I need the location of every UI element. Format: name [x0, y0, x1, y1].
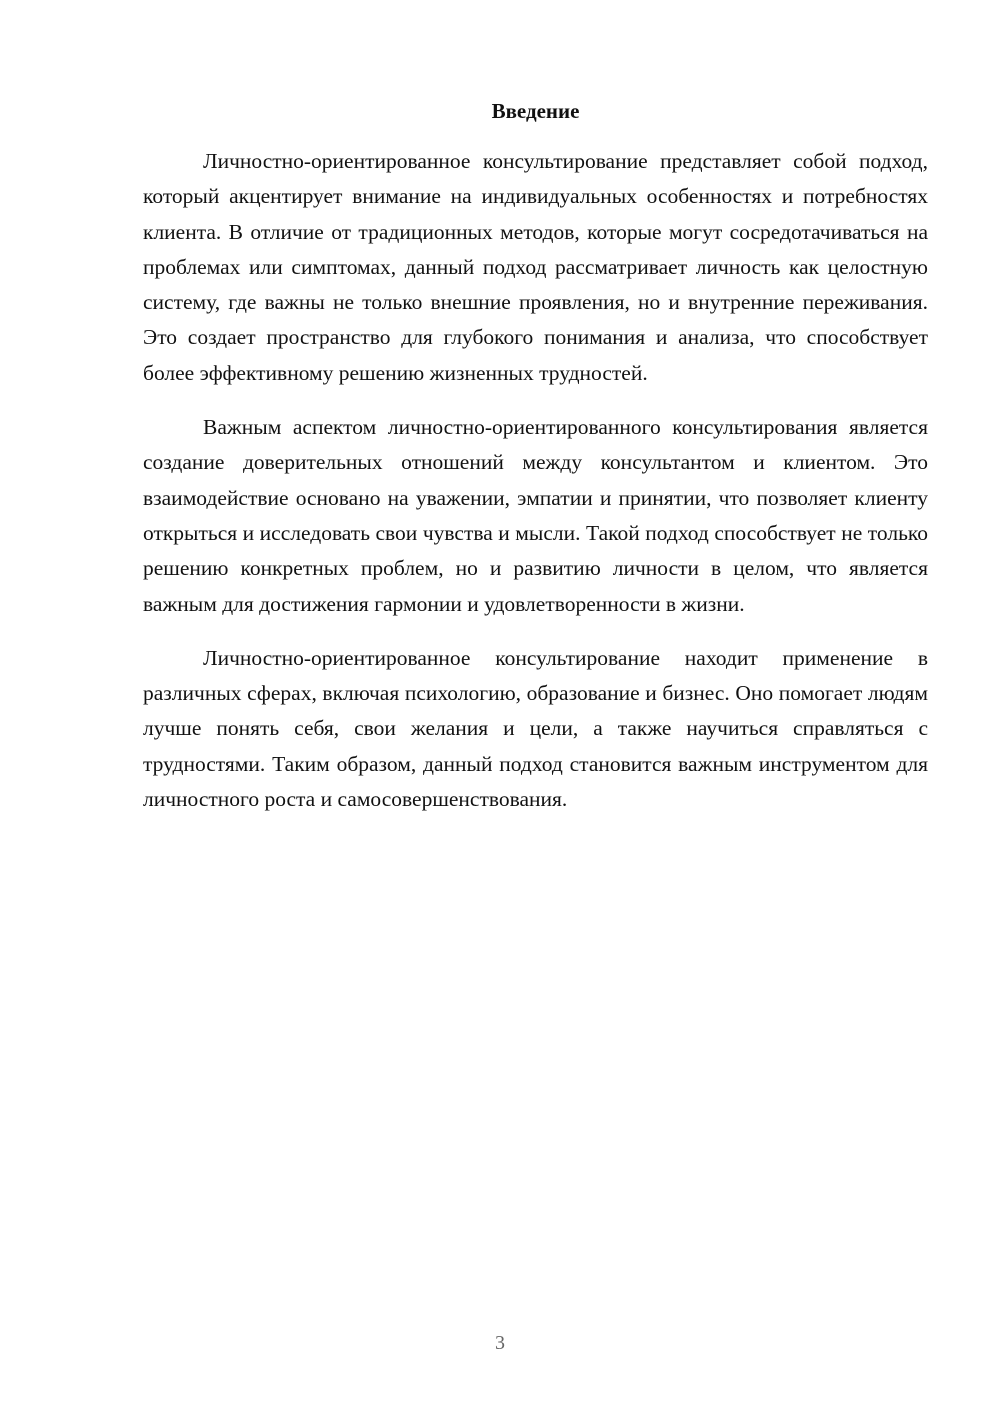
page-number: 3: [495, 1332, 505, 1354]
paragraph-3: Личностно-ориентированное консультирование находит применение в различных сферах, включая психологию, образование и бизнес. Оно помогает людям лучше понять себя, свои желания и цели, а также научиться справляться с трудностями. Таким образом, данный подход становится важным инструментом для личностного роста и самосовершенствования.: [143, 645, 928, 812]
section-heading: Введение: [491, 99, 580, 123]
page-content: [143, 94, 928, 836]
paragraph-2: Важным аспектом личностно-ориентированного консультирования является создание доверительных отношений между консультантом и клиентом. Это взаимодействие основано на уважении, эмпатии и принятии, что позволяет клиенту открыться и исследовать свои чувства и мысли. Такой подход способствует не только решению конкретных проблем, но и развитию личности в целом, что является важным для достижения гармонии и удовлетворенности в жизни.: [143, 415, 928, 616]
paragraph-1: Личностно-ориентированное консультирование представляет собой подход, который акцентирует внимание на индивидуальных особенностях и потребностях клиента. В отличие от традиционных методов, которые могут сосредотачиваться на проблемах или симптомах, данный подход рассматривает личность как целостную систему, где важны не только внешние проявления, но и внутренние переживания. Это создает пространство для глубокого понимания и анализа, что способствует более эффективному решению жизненных трудностей.: [143, 149, 928, 385]
